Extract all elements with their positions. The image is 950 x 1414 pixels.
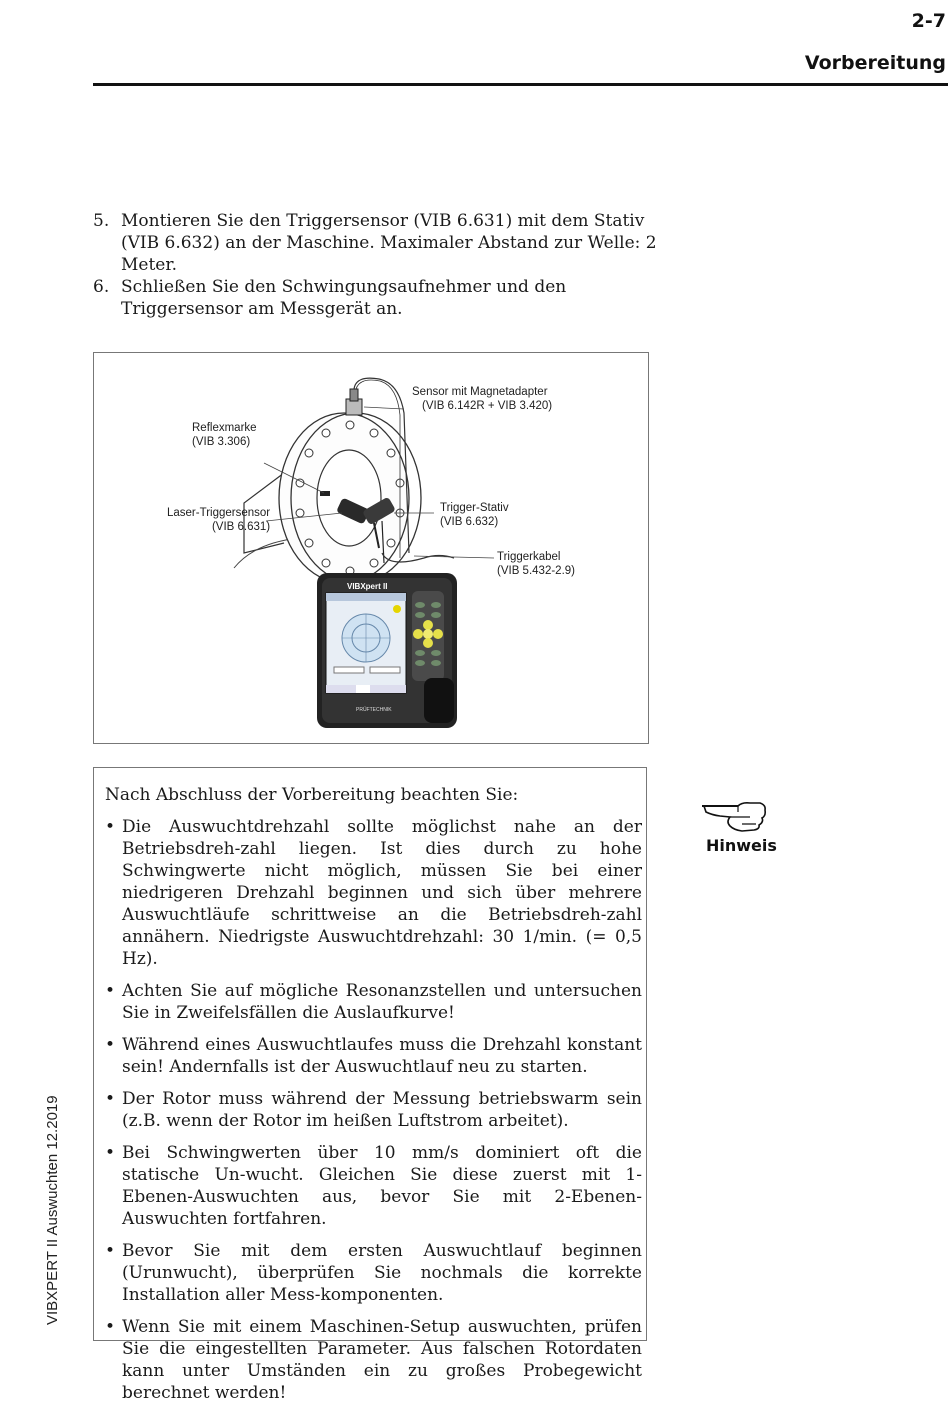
list-item: • Achten Sie auf mögliche Resonanzstellen und untersuchen Sie in Zweifelsfällen die Auslaufkurve!	[105, 980, 642, 1024]
device-brand: VIBXpert II	[347, 582, 388, 591]
callout-reflex: Reflexmarke (VIB 3.306)	[192, 422, 257, 448]
callout-kabel: Triggerkabel (VIB 5.432-2.9)	[497, 551, 575, 577]
callout-laser: Laser-Triggersensor (VIB 6.631)	[167, 507, 271, 533]
hint-label: Hinweis	[706, 836, 777, 855]
list-item: • Wenn Sie mit einem Maschinen-Setup auswuchten, prüfen Sie die eingestellten Parameter. Aus falschen Rotordaten kann unter Umständen ein zu großes Probegewicht berechnet werden!	[105, 1316, 642, 1404]
list-item: • Die Auswuchtdrehzahl sollte möglichst nahe an der Betriebsdreh-zahl liegen. Ist dies durch zu hohe Schwingwerte nicht möglich, müssen Sie bei einer niedrigeren Drehzahl beginnen und sich über mehrere Auswuchtläufe schrittweise an die Betriebsdreh-zahl annähern. Niedrigste Auswuchtdrehzahl: 30 1/min. (= 0,5 Hz).	[105, 816, 642, 970]
step-6	[93, 276, 663, 320]
section-title: Vorbereitung	[804, 52, 946, 74]
note-box	[93, 767, 647, 1403]
step-number: 6.	[93, 277, 110, 297]
pointing-hand-icon	[702, 800, 768, 834]
step-5	[93, 210, 663, 276]
list-item: • Bevor Sie mit dem ersten Auswuchtlauf beginnen (Urunwucht), überprüfen Sie nochmals die korrekte Installation aller Mess-komponenten.	[105, 1240, 642, 1306]
list-item: • Während eines Auswuchtlaufes muss die Drehzahl konstant sein! Andernfalls ist der Auswuchtlauf neu zu starten.	[105, 1034, 642, 1078]
list-item: • Bei Schwingwerten über 10 mm/s dominiert oft die statische Un-wucht. Gleichen Sie diese zuerst mit 1-Ebenen-Auswuchten aus, bevor Sie mit 2-Ebenen-Auswuchten fortfahren.	[105, 1142, 642, 1230]
vibxpert-device	[317, 573, 457, 728]
setup-illustration	[93, 352, 649, 744]
machine-setup-drawing	[94, 353, 648, 743]
note-list	[105, 816, 642, 1414]
step-text: Montieren Sie den Triggersensor (VIB 6.631) mit dem Stativ (VIB 6.632) an der Maschine. Maximaler Abstand zur Welle: 2 Meter.	[121, 211, 657, 275]
device-footer: PRÜFTECHNIK	[356, 707, 392, 713]
callout-sensor: Sensor mit Magnetadapter (VIB 6.142R + VIB 3.420)	[412, 386, 553, 412]
footer-side-text: VIBXPERT II Auswuchten 12.2019	[44, 1095, 61, 1325]
page-number: 2-7	[911, 10, 946, 32]
header-rule	[93, 83, 948, 86]
step-text: Schließen Sie den Schwingungsaufnehmer und den Triggersensor am Messgerät an.	[121, 277, 567, 319]
step-number: 5.	[93, 211, 110, 231]
note-intro: Nach Abschluss der Vorbereitung beachten Sie:	[105, 785, 519, 805]
list-item: • Der Rotor muss während der Messung betriebswarm sein (z.B. wenn der Rotor im heißen Luftstrom arbeitet).	[105, 1088, 642, 1132]
callout-stativ: Trigger-Stativ (VIB 6.632)	[440, 502, 509, 528]
